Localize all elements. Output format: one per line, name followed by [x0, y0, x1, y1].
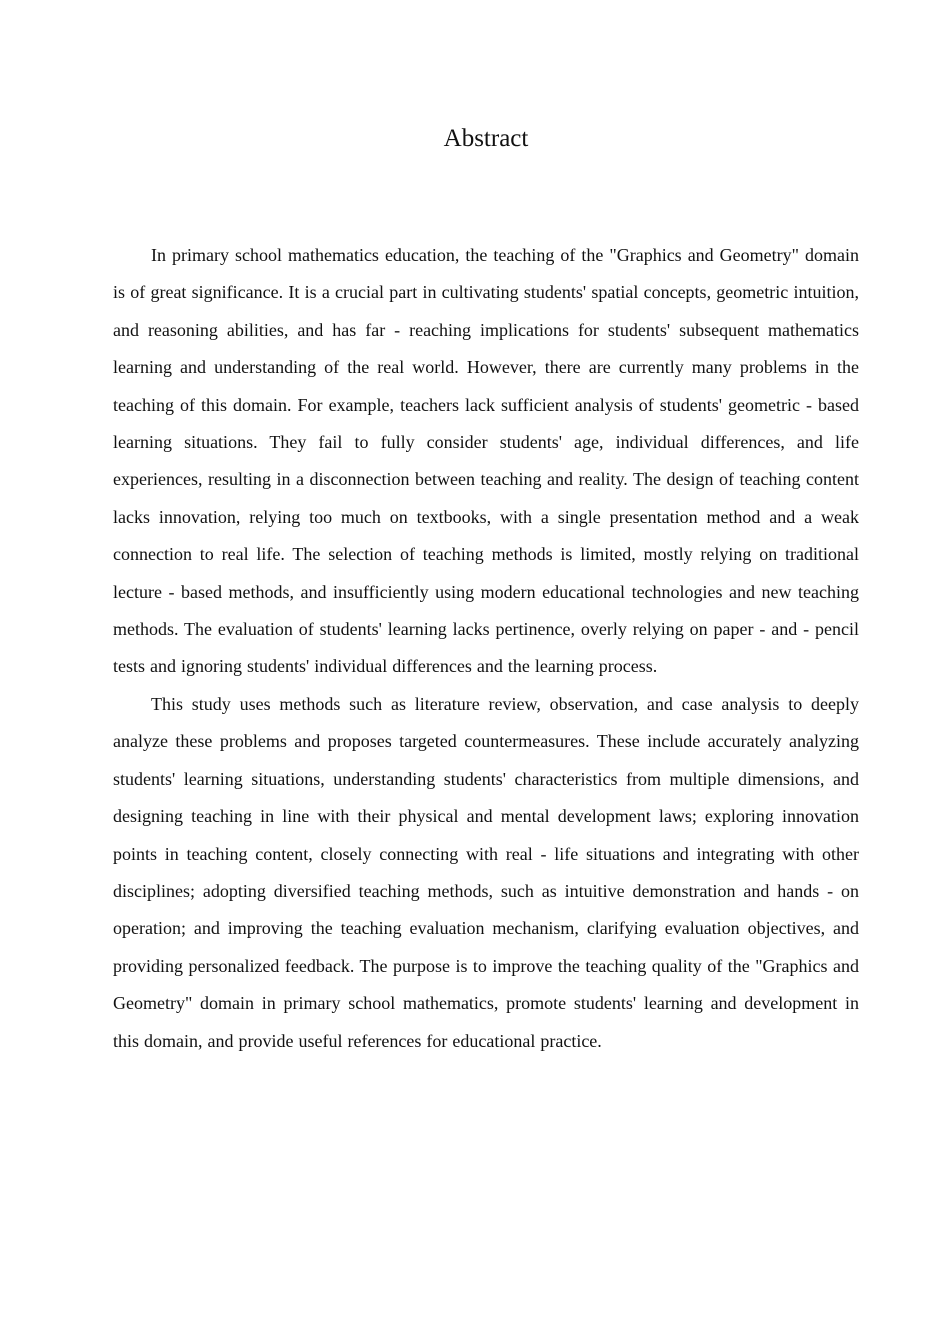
- abstract-paragraph-1: In primary school mathematics education, the teaching of the "Graphics and Geometry" domain is of great significance. It is a crucial part in cultivating students' spatial concepts, geometric intuition, and reasoning abilities, and has far - reaching implications for students' subsequent mathematics learning and understanding of the real world. However, there are currently many problems in the teaching of this domain. For example, teachers lack sufficient analysis of students' geometric - based learning situations. They fail to fully consider students' age, individual differences, and life experiences, resulting in a disconnection between teaching and reality. The design of teaching content lacks innovation, relying too much on textbooks, with a single presentation method and a weak connection to real life. The selection of teaching methods is limited, mostly relying on traditional lecture - based methods, and insufficiently using modern educational technologies and new teaching methods. The evaluation of students' learning lacks pertinence, overly relying on paper - and - pencil tests and ignoring students' individual differences and the learning process.: [113, 245, 859, 677]
- page-title: Abstract: [443, 125, 529, 152]
- abstract-body: [113, 237, 859, 1060]
- abstract-paragraph-2: This study uses methods such as literature review, observation, and case analysis to deeply analyze these problems and proposes targeted countermeasures. These include accurately analyzing students' learning situations, understanding students' characteristics from multiple dimensions, and designing teaching in line with their physical and mental development laws; exploring innovation points in teaching content, closely connecting with real - life situations and integrating with other disciplines; adopting diversified teaching methods, such as intuitive demonstration and hands - on operation; and improving the teaching evaluation mechanism, clarifying evaluation objectives, and providing personalized feedback. The purpose is to improve the teaching quality of the "Graphics and Geometry" domain in primary school mathematics, promote students' learning and development in this domain, and provide useful references for educational practice.: [113, 693, 859, 1051]
